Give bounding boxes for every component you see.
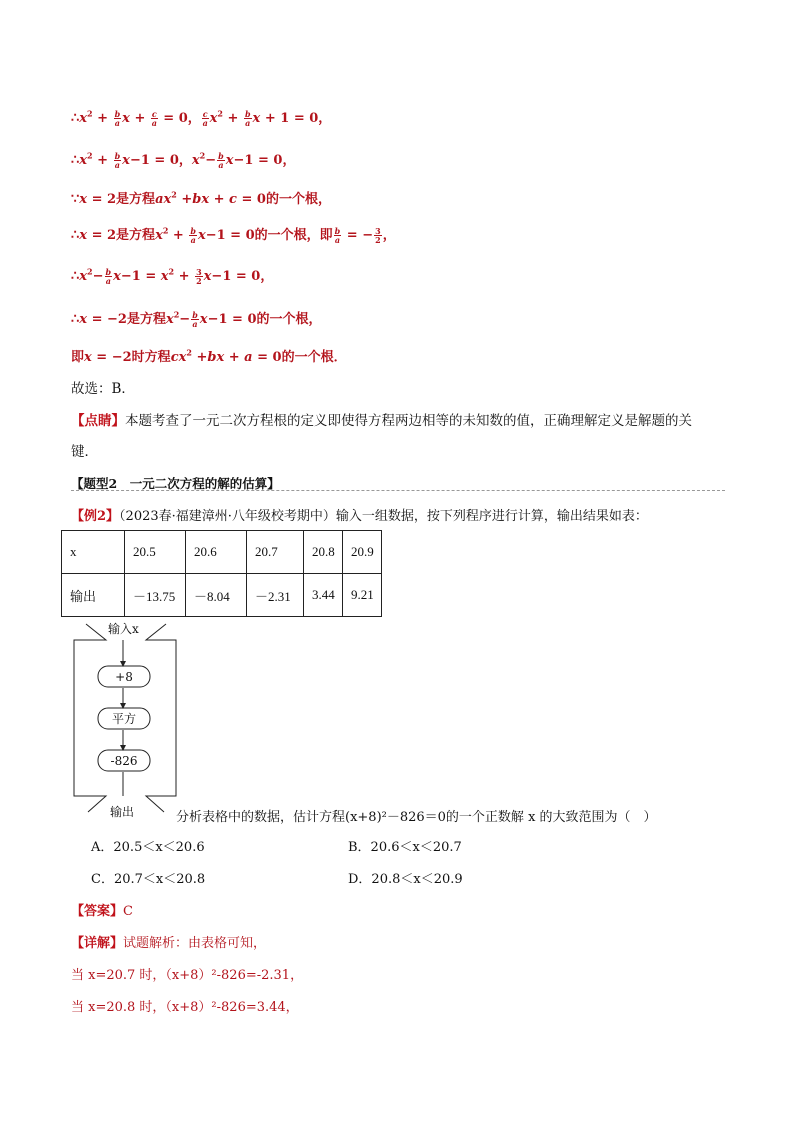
flowchart bbox=[66, 618, 186, 828]
answer-value: C bbox=[123, 904, 133, 919]
table-cell: 20.5 bbox=[125, 531, 186, 574]
flowchart-frame-left bbox=[74, 624, 106, 812]
data-table bbox=[61, 530, 382, 617]
option-a[interactable]: A．20.5＜x＜20.6 bbox=[91, 840, 205, 855]
option-d[interactable]: D．20.8＜x＜20.9 bbox=[348, 872, 463, 887]
detail-line-2: 当 x=20.8 时，（x+8）²-826=3.44， bbox=[71, 1000, 299, 1015]
option-b[interactable]: B．20.6＜x＜20.7 bbox=[348, 840, 462, 855]
flowchart-input-label: 输入x bbox=[108, 622, 139, 636]
table-cell: 20.8 bbox=[304, 531, 343, 574]
flowchart-output-label: 输出 bbox=[110, 805, 135, 819]
example-line: 【例2】（2023春·福建漳州·八年级校考期中）输入一组数据，按下列程序进行计算，输出结果如表： bbox=[71, 509, 648, 524]
example-tag: 【例2】 bbox=[71, 509, 120, 524]
option-c[interactable]: C．20.7＜x＜20.8 bbox=[91, 872, 206, 887]
solution-line-2: $\therefore x^2$ + $\frac{b}{a}$ x−1 = 0，$x^2-$ $\frac{b}{a}$ x−1 = 0， bbox=[71, 150, 296, 170]
detail-line-0: 【详解】试题解析：由表格可知， bbox=[71, 936, 267, 951]
review-line-2: 键． bbox=[71, 444, 98, 460]
question-text: 分析表格中的数据，估计方程(x+8)²－826＝0的一个正数解 x 的大致范围为（ ） bbox=[176, 810, 657, 825]
section-title: 【题型2 一元二次方程的解的估算】 bbox=[71, 476, 280, 491]
solution-line-7: 即x = −2时方程$cx^2 +bx + a = 0$的一个根． bbox=[71, 347, 347, 365]
table-cell: 3.44 bbox=[304, 574, 343, 617]
table-row-header bbox=[62, 531, 382, 574]
table-cell: 输出 bbox=[62, 574, 125, 617]
table-cell: 20.7 bbox=[247, 531, 304, 574]
solution-line-1: $\therefore x^2$ + $\frac{b}{a}$ x + $\frac{c}{a}$ = 0， $\frac{c}{a}$ $x^2$ + $\frac{b}{a}$ x + 1 = 0， bbox=[71, 108, 332, 128]
solution-line-5: $\therefore x^2-$ $\frac{b}{a}$ $x-1 = x^2$ + $\frac{3}{2}$ x−1 = 0， bbox=[71, 266, 274, 286]
review-line-1: 【点睛】本题考查了一元二次方程根的定义即使得方程两边相等的未知数的值，正确理解定义是解题的关 bbox=[71, 413, 692, 429]
answer-line bbox=[71, 900, 133, 919]
solution-line-3: ∵x = 2是方程$ax^2 +bx + c = 0$的一个根， bbox=[71, 189, 331, 207]
table-cell: 9.21 bbox=[343, 574, 382, 617]
section-divider bbox=[71, 490, 725, 491]
flowchart-step-subtract: -826 bbox=[110, 754, 138, 768]
table-cell: 20.6 bbox=[186, 531, 247, 574]
detail-tag: 【详解】 bbox=[71, 936, 124, 951]
table-row-output bbox=[62, 574, 382, 617]
table-cell: 20.9 bbox=[343, 531, 382, 574]
table-cell: －13.75 bbox=[125, 574, 186, 617]
answer-select: 故选：B． bbox=[71, 381, 135, 397]
flowchart-step-square: 平方 bbox=[111, 712, 137, 726]
review-tag: 【点睛】 bbox=[71, 413, 125, 429]
solution-line-4: ∴x = 2是方程$x^2$ + $\frac{b}{a}$ x−1 = 0的一个根，即 $\frac{b}{a}$ = − $\frac{3}{2}$ ， bbox=[71, 225, 396, 245]
table-cell: x bbox=[62, 531, 125, 574]
answer-tag: 【答案】 bbox=[71, 904, 124, 919]
solution-line-6: ∴x = −2是方程$x^2-$ $\frac{b}{a}$ x−1 = 0的一个根， bbox=[71, 309, 322, 329]
detail-line-1: 当 x=20.7 时，（x+8）²-826=-2.31， bbox=[71, 968, 304, 983]
flowchart-step-add: +8 bbox=[115, 670, 133, 684]
table-cell: －2.31 bbox=[247, 574, 304, 617]
table-cell: －8.04 bbox=[186, 574, 247, 617]
